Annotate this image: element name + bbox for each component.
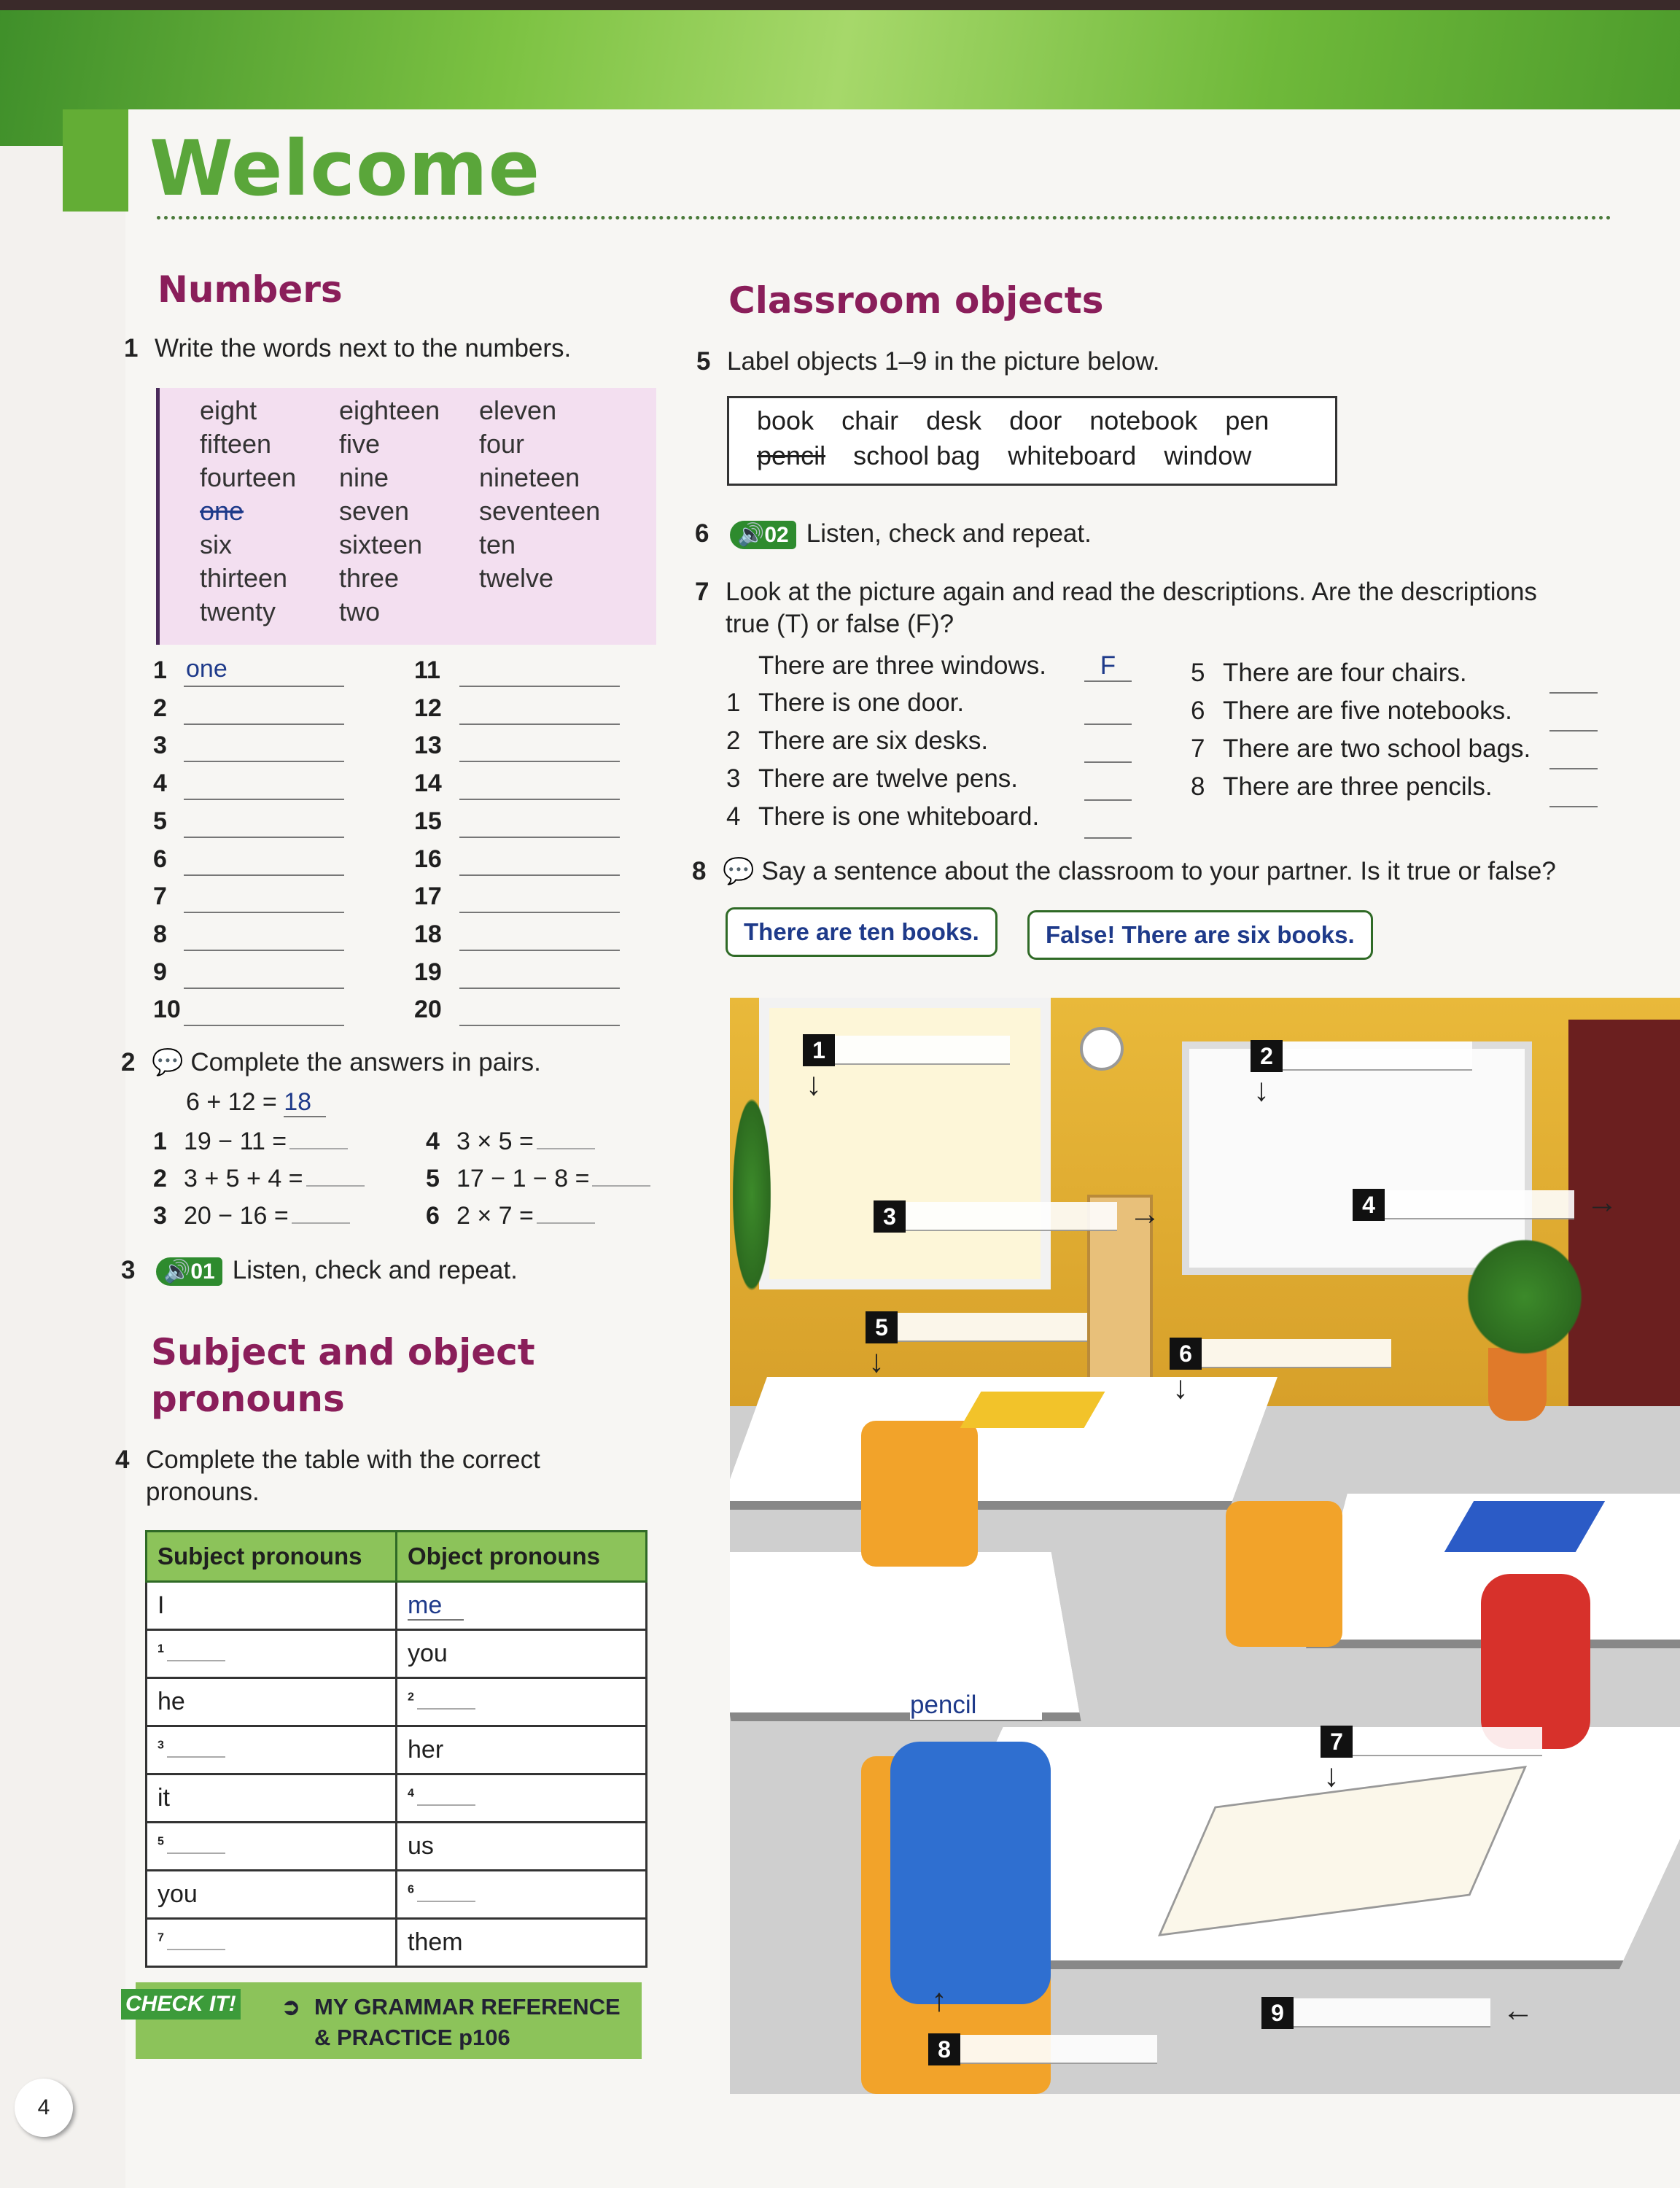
answer-line[interactable] [592, 1185, 650, 1187]
chair [861, 1421, 978, 1567]
number-label: 11 [414, 656, 440, 684]
arrow-icon: ↓ [1172, 1370, 1189, 1405]
number-label: 1 [153, 656, 167, 684]
exercise-7-instruction: 7 Look at the picture again and read the descriptions. Are the descriptions true (T) or false (F)? [695, 578, 1537, 638]
exercise-5-instruction: 5 Label objects 1–9 in the picture below. [696, 347, 1160, 376]
number-label: 7 [153, 882, 167, 911]
answer-line[interactable] [459, 837, 620, 838]
number-label: 6 [153, 845, 167, 873]
number-word: six [200, 529, 232, 559]
exercise-2-instruction: 2 💬 Complete the answers in pairs. [121, 1048, 541, 1076]
answer-line[interactable] [167, 1660, 225, 1661]
arrow-icon: → [1586, 1184, 1618, 1220]
picture-label: 3 [874, 1200, 1117, 1233]
table-cell: them [397, 1919, 647, 1967]
number-word: five [339, 429, 381, 459]
answer-line[interactable] [184, 950, 344, 951]
table-cell: he [147, 1678, 397, 1726]
number-label: 18 [414, 920, 442, 948]
answer-line[interactable] [1549, 768, 1598, 769]
answer-line[interactable] [184, 837, 344, 838]
table-row [147, 1919, 647, 1967]
answer-line[interactable] [417, 1804, 475, 1806]
table-cell: 4 [397, 1774, 647, 1823]
table-row [147, 1871, 647, 1919]
statement: 4 There is one whiteboard. [726, 802, 1040, 831]
answer-line[interactable] [184, 799, 344, 800]
table-cell: 5 [147, 1823, 397, 1871]
statement: 7 There are two school bags. [1191, 734, 1531, 763]
picture-label: 1 [803, 1034, 1010, 1066]
answer-line[interactable] [1549, 692, 1598, 694]
number-label: 10 [153, 996, 181, 1024]
table-cell: you [147, 1871, 397, 1919]
label-input[interactable] [906, 1202, 1117, 1231]
classroom-heading: Classroom objects [728, 279, 1104, 322]
sum-item: 6 2 × 7 = [426, 1202, 595, 1230]
number-word: thirteen [200, 563, 288, 593]
audio-track-badge[interactable]: 🔊01 [156, 1257, 222, 1286]
label-input[interactable] [1294, 1998, 1490, 2028]
label-input[interactable] [960, 2035, 1157, 2064]
desk [730, 1552, 1079, 1712]
table-row [147, 1678, 647, 1726]
sum-item: 4 3 × 5 = [426, 1128, 595, 1156]
number-word: two [339, 597, 381, 626]
number-word: sixteen [339, 529, 423, 559]
answer-line[interactable] [184, 686, 344, 687]
number-word: fifteen [200, 429, 272, 459]
picture-label: 5 [866, 1311, 1087, 1343]
number-label: 14 [414, 769, 442, 798]
arrow-circle-icon: ➲ [281, 1994, 300, 2020]
table-cell: 1 [147, 1630, 397, 1678]
reference-line2: & PRACTICE p106 [314, 2025, 510, 2050]
exercise-4-instruction: 4 Complete the table with the correct pronouns. [115, 1446, 540, 1506]
number-label: 13 [414, 732, 442, 760]
audio-track-badge[interactable]: 🔊02 [730, 521, 796, 549]
number-word: seventeen [479, 496, 601, 526]
number-word: four [479, 429, 525, 459]
number-word: twelve [479, 563, 554, 593]
object-word: pencil [757, 441, 826, 470]
number-label: 2 [153, 694, 167, 722]
answer-line[interactable] [1084, 837, 1132, 839]
number-label: 5 [153, 807, 167, 835]
check-it-badge: CHECK IT! [121, 1989, 241, 2020]
answer-line[interactable] [184, 912, 344, 913]
answer-line[interactable] [184, 874, 344, 876]
table-row [147, 1726, 647, 1774]
answer-line[interactable] [292, 1222, 350, 1224]
answer-line[interactable] [459, 686, 620, 687]
chair [1226, 1501, 1342, 1647]
object-word: whiteboard [1008, 441, 1137, 470]
picture-label: 8 [928, 2033, 1157, 2065]
plant [1459, 1231, 1590, 1362]
exercise-6-instruction: 6 🔊02 Listen, check and repeat. [695, 519, 1092, 548]
number-label: 16 [414, 845, 442, 873]
statement: 6 There are five notebooks. [1191, 697, 1512, 725]
picture-label: 7 [1321, 1726, 1542, 1758]
speech-bubble-2: False! There are six books. [1027, 910, 1373, 960]
label-input[interactable] [1385, 1190, 1574, 1219]
arrow-icon: → [1129, 1196, 1161, 1232]
answer-line[interactable] [1084, 723, 1132, 725]
arrow-icon: ↓ [1323, 1758, 1339, 1793]
reference-line1: MY GRAMMAR REFERENCE [314, 1994, 621, 2020]
answer-line[interactable] [184, 1025, 344, 1026]
object-word: chair [841, 406, 899, 435]
yellow-notebook [960, 1392, 1105, 1428]
arrow-icon: ↓ [806, 1066, 822, 1102]
label-input[interactable] [1283, 1041, 1472, 1071]
picture-label: 6 [1170, 1338, 1391, 1370]
pronouns-heading: Subject and object pronouns [151, 1331, 535, 1420]
table-cell: me [397, 1582, 647, 1630]
subject-header: Subject pronouns [147, 1532, 397, 1582]
speech-bubble-1: There are ten books. [726, 907, 998, 957]
number-label: 12 [414, 694, 442, 722]
answer-line[interactable] [459, 950, 620, 951]
number-label: 17 [414, 882, 442, 911]
object-header: Object pronouns [397, 1532, 647, 1582]
page-number: 4 [15, 2079, 73, 2137]
label-input[interactable] [1202, 1339, 1391, 1368]
table-row [147, 1630, 647, 1678]
picture-label: 4 [1353, 1189, 1574, 1221]
answer-line[interactable] [459, 1025, 620, 1026]
numbers-heading: Numbers [158, 268, 343, 311]
example-sum: 6 + 12 = 18 [186, 1088, 326, 1117]
header-strip [63, 109, 128, 212]
answer-line[interactable] [417, 1901, 475, 1902]
exercise-3-instruction: 3 🔊01 Listen, check and repeat. [121, 1256, 518, 1284]
table-cell: us [397, 1823, 647, 1871]
table-row [147, 1582, 647, 1630]
table-cell: I [147, 1582, 397, 1630]
answer-line[interactable] [184, 723, 344, 725]
table-cell: 3 [147, 1726, 397, 1774]
number-label: 3 [153, 732, 167, 760]
page-edge [0, 0, 1680, 10]
arrow-icon: ↑ [931, 1982, 947, 2018]
number-label: 9 [153, 958, 167, 986]
answer-line[interactable] [459, 723, 620, 725]
table-cell: her [397, 1726, 647, 1774]
number-word: seven [339, 496, 410, 526]
answer-line[interactable] [459, 874, 620, 876]
table-cell: it [147, 1774, 397, 1823]
table-cell: 6 [397, 1871, 647, 1919]
number-word: eighteen [339, 395, 440, 425]
answer-line[interactable] [167, 1853, 225, 1854]
answer-line[interactable] [459, 799, 620, 800]
red-school-bag [1481, 1574, 1590, 1749]
answer-line[interactable] [1084, 761, 1132, 763]
statement: 8 There are three pencils. [1191, 772, 1493, 801]
answer-line[interactable] [1084, 799, 1132, 801]
number-word: three [339, 563, 400, 593]
table-cell: you [397, 1630, 647, 1678]
arrow-icon: ← [1502, 1993, 1534, 2028]
number-word: eight [200, 395, 257, 425]
object-word: school bag [853, 441, 981, 470]
example-answer: F [1084, 651, 1132, 682]
answer-line[interactable] [1549, 806, 1598, 807]
pronoun-table [145, 1530, 648, 1968]
answer-line[interactable] [459, 912, 620, 913]
answer-line[interactable] [459, 761, 620, 762]
number-word: nineteen [479, 462, 580, 492]
object-word: door [1009, 406, 1062, 435]
table-row [147, 1774, 647, 1823]
exercise-1-instruction: 1 Write the words next to the numbers. [124, 334, 572, 362]
number-word: eleven [479, 395, 557, 425]
answer-line[interactable] [184, 761, 344, 762]
answer-line[interactable] [184, 988, 344, 989]
object-word: book [757, 406, 814, 435]
number-label: 20 [414, 996, 442, 1024]
number-word: fourteen [200, 462, 297, 492]
answer-line[interactable] [1549, 730, 1598, 732]
page-title: Welcome [149, 124, 541, 213]
sum-item: 3 20 − 16 = [153, 1202, 350, 1230]
title-divider [157, 216, 1611, 220]
answer-line[interactable] [417, 1708, 475, 1710]
picture-label: 2 [1251, 1040, 1472, 1072]
answer-line[interactable] [289, 1148, 348, 1149]
statement: 3 There are twelve pens. [726, 764, 1019, 793]
number-label: 19 [414, 958, 442, 986]
answer-line[interactable] [167, 1949, 225, 1950]
example-answer: one [186, 655, 228, 683]
label-input[interactable] [835, 1036, 1010, 1065]
object-word-box [727, 396, 1337, 486]
speech-bubble-icon: 💬 [152, 1048, 191, 1076]
arrow-icon: ↓ [1253, 1072, 1269, 1108]
table-cell: 2 [397, 1678, 647, 1726]
example-statement: There are three windows. [758, 651, 1046, 680]
number-word: nine [339, 462, 389, 492]
object-word: pen [1225, 406, 1269, 435]
statement: 5 There are four chairs. [1191, 659, 1467, 687]
object-word: window [1164, 441, 1252, 470]
statement: 1 There is one door. [726, 688, 965, 717]
speech-bubble-icon: 💬 [723, 857, 762, 885]
exercise-8-instruction: 8 💬 Say a sentence about the classroom to your partner. Is it true or false? [692, 857, 1556, 885]
number-label: 8 [153, 920, 167, 948]
number-label: 15 [414, 807, 442, 835]
door [1568, 1020, 1680, 1428]
number-word: ten [479, 529, 516, 559]
picture-label: 9 [1261, 1997, 1490, 2029]
clock-icon [1080, 1027, 1124, 1071]
plant [730, 1085, 774, 1304]
sum-item: 1 19 − 11 = [153, 1128, 348, 1156]
object-word: notebook [1089, 406, 1198, 435]
arrow-icon: ↓ [868, 1343, 884, 1379]
table-cell: 7 [147, 1919, 397, 1967]
answer-line[interactable] [306, 1185, 365, 1187]
statement: 2 There are six desks. [726, 726, 989, 755]
sum-item: 5 17 − 1 − 8 = [426, 1165, 650, 1193]
label-input[interactable] [898, 1313, 1087, 1342]
blue-school-bag [890, 1742, 1051, 2004]
answer-line[interactable] [167, 1756, 225, 1758]
answer-line[interactable] [459, 988, 620, 989]
label-input[interactable] [1353, 1727, 1542, 1756]
object-word: desk [926, 406, 982, 435]
number-word: twenty [200, 597, 276, 626]
number-word: one [200, 496, 244, 526]
answer-line[interactable] [537, 1148, 595, 1149]
classroom-illustration [730, 998, 1680, 2094]
sum-item: 2 3 + 5 + 4 = [153, 1165, 365, 1193]
number-label: 4 [153, 769, 167, 798]
answer-line[interactable] [537, 1222, 595, 1224]
pencil-example-label: pencil [910, 1691, 1042, 1721]
table-row [147, 1823, 647, 1871]
